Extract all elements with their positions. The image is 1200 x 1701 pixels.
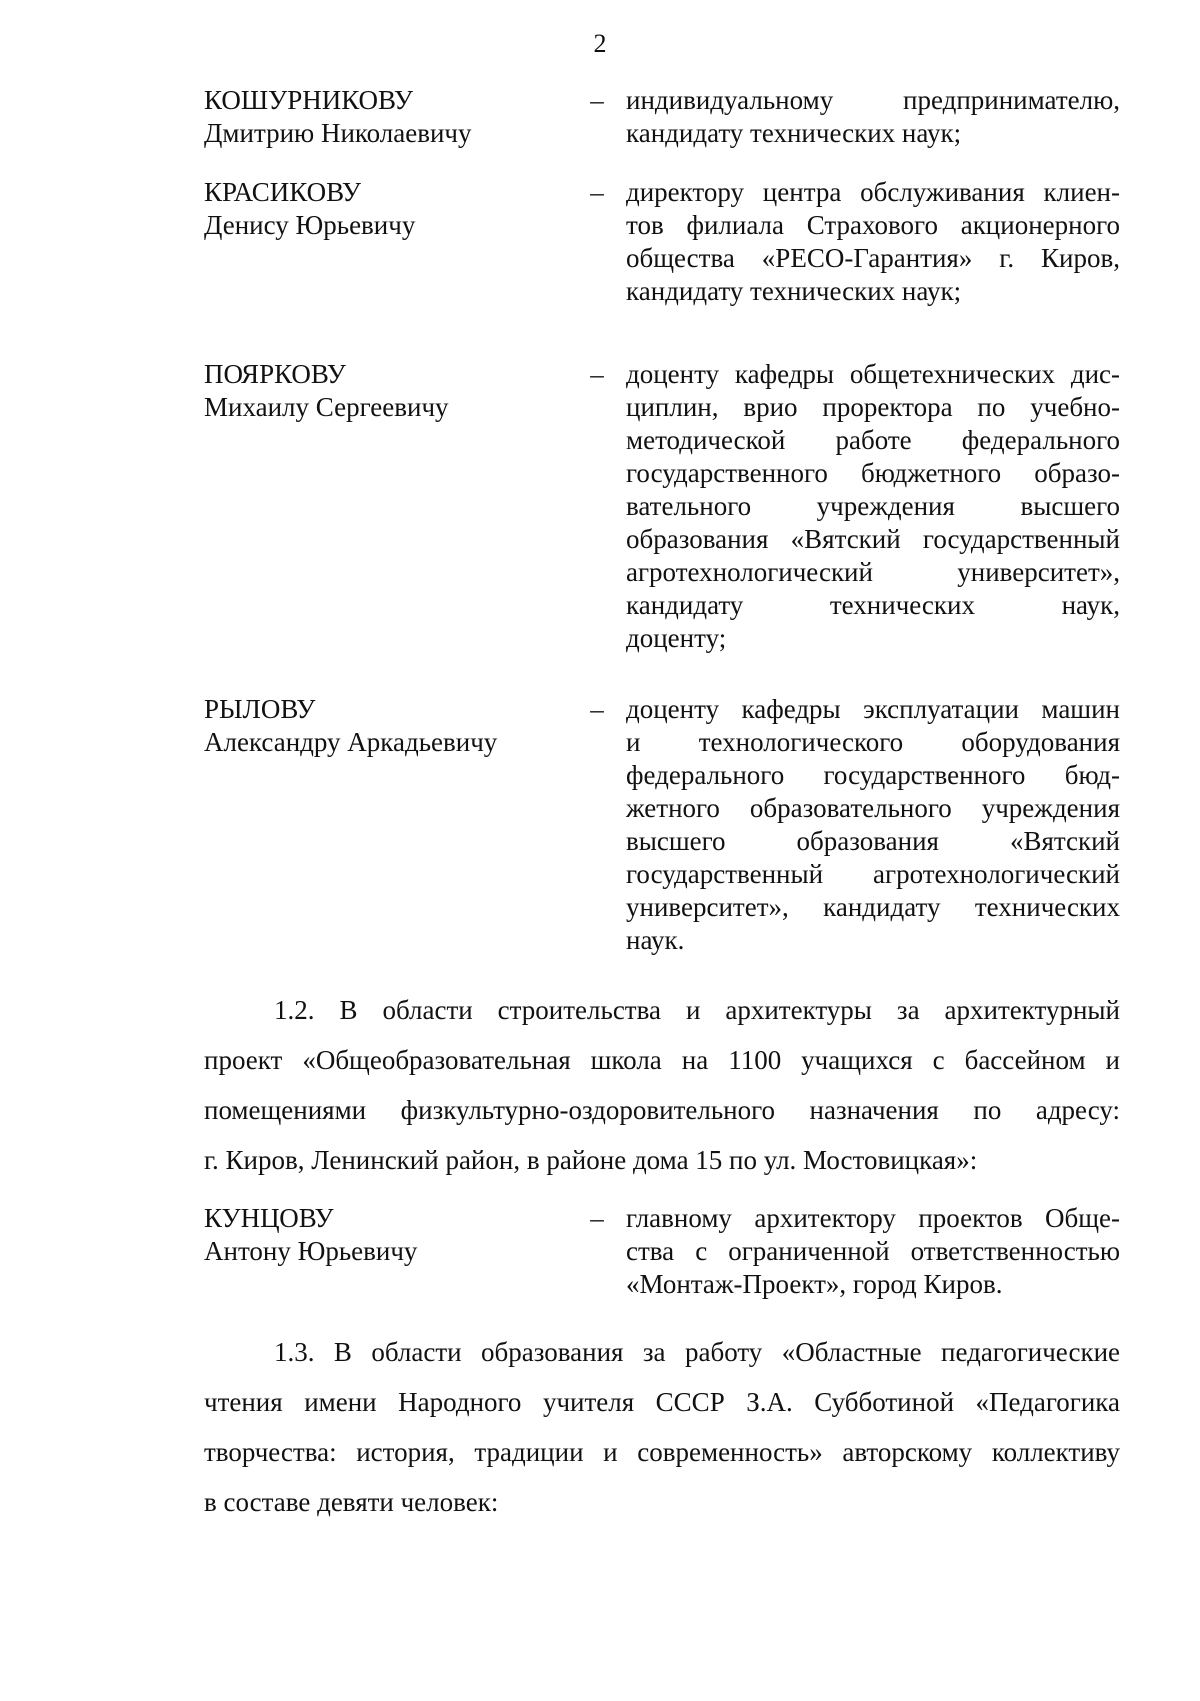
recipient-position <box>626 176 1120 308</box>
position-line: кандидату технических наук, <box>626 590 1120 620</box>
position-line: тов филиала Страхового акционерного <box>626 210 1120 240</box>
recipient-surname: ПОЯРКОВУ <box>204 359 346 389</box>
recipient-given-names: Михаилу Сергеевичу <box>204 392 449 422</box>
entry-dash: – <box>590 694 604 724</box>
position-line: вательного учреждения высшего <box>626 491 1120 521</box>
paragraph-1-3 <box>204 1327 1120 1527</box>
position-line: и технологического оборудования <box>626 727 1120 757</box>
position-line: жетного образовательного учреждения <box>626 793 1120 823</box>
recipient-surname: КРАСИКОВУ <box>204 177 362 207</box>
paragraph-line: чтения имени Народного учителя СССР З.А. Субботиной «Педагогика <box>204 1387 1120 1417</box>
position-line: индивидуальному предпринимателю, <box>626 85 1120 115</box>
position-line: агротехнологический университет», <box>626 557 1120 587</box>
recipient-position <box>626 693 1120 957</box>
recipient-given-names: Александру Аркадьевичу <box>204 727 498 757</box>
position-line: федерального государственного бюд- <box>626 760 1120 790</box>
recipient-position <box>626 358 1120 655</box>
position-line: главному архитектору проектов Обще- <box>626 1203 1120 1233</box>
position-line: кандидату технических наук; <box>626 276 962 306</box>
paragraph-line: творчества: история, традиции и современность» авторскому коллективу <box>204 1437 1120 1467</box>
paragraph-line: в составе девяти человек: <box>204 1487 499 1517</box>
entry-dash: – <box>590 177 604 207</box>
entry-dash: – <box>590 85 604 115</box>
position-line: доценту кафедры общетехнических дис- <box>626 359 1120 389</box>
position-line: кандидату технических наук; <box>626 118 962 148</box>
page-number: 2 <box>593 29 607 58</box>
position-line: университет», кандидату технических <box>626 892 1120 922</box>
recipient-name <box>204 358 584 424</box>
position-line: директору центра обслуживания клиен- <box>626 177 1120 207</box>
paragraph-line: 1.3. В области образования за работу «Областные педагогические <box>274 1337 1120 1367</box>
paragraph-line: 1.2. В области строительства и архитектуры за архитектурный <box>274 995 1120 1025</box>
recipient-name <box>204 176 584 242</box>
position-line: «Монтаж-Проект», город Киров. <box>626 1269 1003 1299</box>
position-line: государственного бюджетного образо- <box>626 458 1120 488</box>
position-line: ства с ограниченной ответственностью <box>626 1236 1120 1266</box>
recipient-name <box>204 693 584 759</box>
recipient-surname: КУНЦОВУ <box>204 1203 334 1233</box>
recipient-surname: КОШУРНИКОВУ <box>204 85 413 115</box>
entry-dash: – <box>590 1203 604 1233</box>
recipient-given-names: Дмитрию Николаевичу <box>204 118 472 148</box>
recipient-name <box>204 84 584 150</box>
recipient-name <box>204 1202 584 1268</box>
position-line: методической работе федерального <box>626 425 1120 455</box>
paragraph-line: проект «Общеобразовательная школа на 1100 учащихся с бассейном и <box>204 1045 1120 1075</box>
recipient-given-names: Денису Юрьевичу <box>204 210 416 240</box>
position-line: наук. <box>626 925 685 955</box>
position-line: высшего образования «Вятский <box>626 826 1120 856</box>
recipient-position <box>626 84 1120 150</box>
paragraph-1-2 <box>204 985 1120 1185</box>
position-line: циплин, врио проректора по учебно- <box>626 392 1120 422</box>
position-line: доценту кафедры эксплуатации машин <box>626 694 1120 724</box>
position-line: доценту; <box>626 623 727 653</box>
recipient-position <box>626 1202 1120 1301</box>
position-line: образования «Вятский государственный <box>626 524 1120 554</box>
position-line: общества «РЕСО-Гарантия» г. Киров, <box>626 243 1120 273</box>
recipient-surname: РЫЛОВУ <box>204 694 316 724</box>
paragraph-line: помещениями физкультурно-оздоровительного назначения по адресу: <box>204 1095 1120 1125</box>
recipient-given-names: Антону Юрьевичу <box>204 1236 418 1266</box>
position-line: государственный агротехнологический <box>626 859 1120 889</box>
entry-dash: – <box>590 359 604 389</box>
paragraph-line: г. Киров, Ленинский район, в районе дома 15 по ул. Мостовицкая»: <box>204 1145 978 1175</box>
